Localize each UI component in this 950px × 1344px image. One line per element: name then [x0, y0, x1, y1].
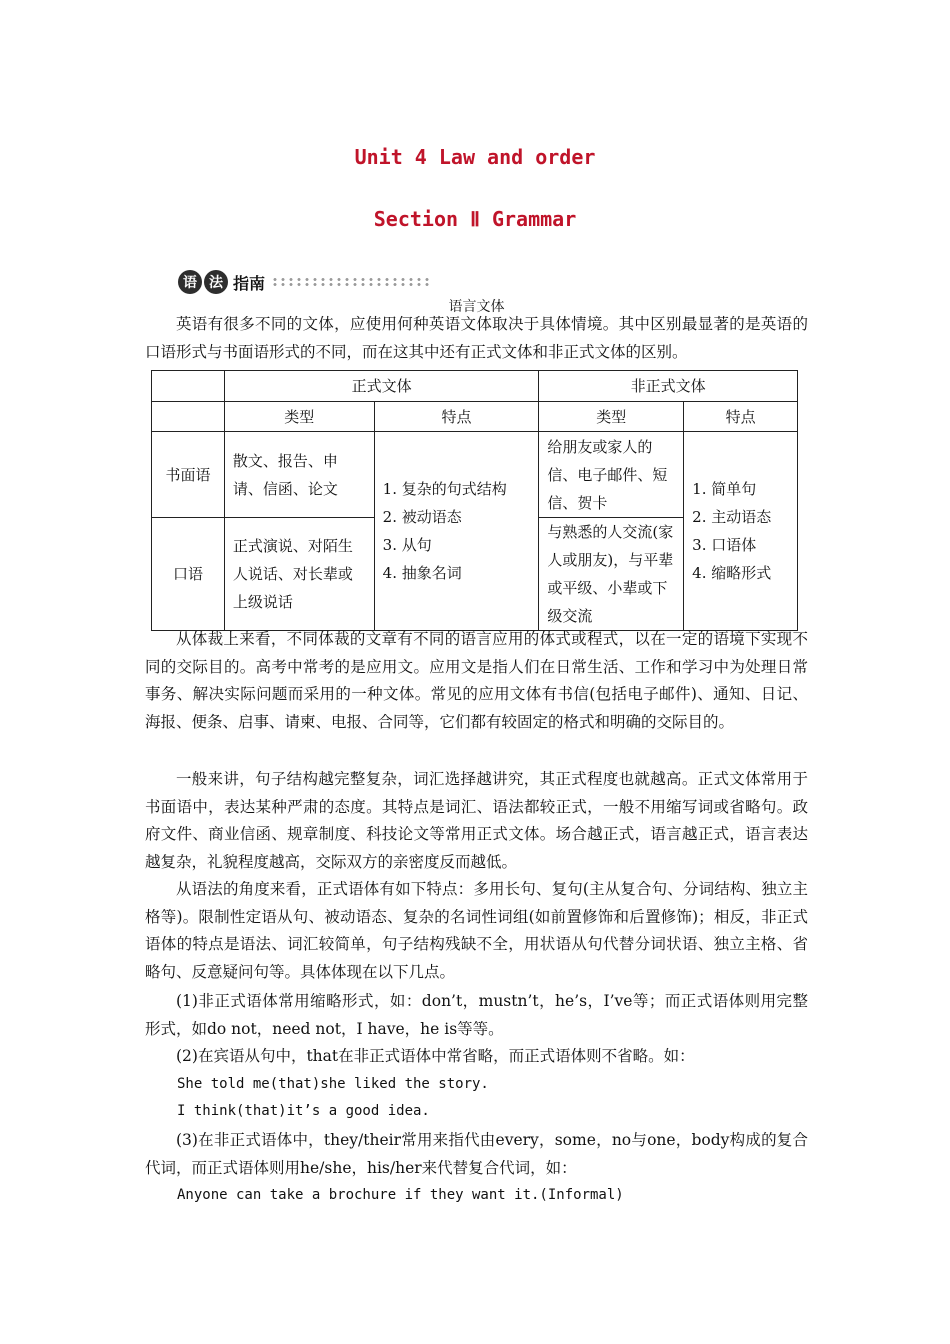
formal-written-types: 散文、报告、申请、信函、论文 — [224, 432, 374, 518]
badge-char-1: 语 — [178, 270, 202, 294]
informal-header: 非正式文体 — [539, 371, 798, 402]
formal-feature-item: 2. 被动语态 — [382, 508, 462, 526]
informal-type-header: 类型 — [539, 402, 684, 432]
register-comparison-table — [151, 370, 798, 631]
formal-feature-item: 1. 复杂的句式结构 — [382, 480, 507, 498]
formal-feature-item: 3. 从句 — [382, 536, 432, 554]
informal-written-types: 给朋友或家人的信、电子邮件、短信、贺卡 — [539, 432, 684, 518]
informal-feature-item: 4. 缩略形式 — [692, 564, 772, 582]
paragraph-genre: 从体裁上来看，不同体裁的文章有不同的语言应用的体式或程式，以在一定的语境下实现不同的交际目的。高考中常考的是应用文。应用文是指人们在日常生活、工作和学习中为处理日常事务、解决实际问题而采用的一种文体。常见的应用文体有书信(包括电子邮件)、通知、日记、海报、便条、启事、请柬、电报、合同等，它们都有较固定的格式和明确的交际目的。 — [145, 630, 808, 731]
row-label-written: 书面语 — [152, 432, 225, 518]
informal-spoken-types: 与熟悉的人交流(家人或朋友)，与平辈或平级、小辈或下级交流 — [539, 518, 684, 631]
paragraph-formality: 一般来讲，句子结构越完整复杂，词汇选择越讲究，其正式程度也就越高。正式文体常用于书面语中，表达某种严肃的态度。其特点是词汇、语法都较正式，一般不用缩写词或省略句。政府文件、商业信函、规章制度、科技论文等常用正式文体。场合越正式，语言越正式，语言表达越复杂，礼貌程度越高，交际双方的亲密度反而越低。 — [145, 770, 808, 871]
formal-features — [374, 432, 539, 631]
table-corner-cell — [152, 371, 225, 402]
informal-feature-item: 3. 口语体 — [692, 536, 757, 554]
informal-features — [684, 432, 798, 631]
paragraph-grammar-features: 从语法的角度来看，正式语体有如下特点：多用长句、复句(主从复合句、分词结构、独立主格等)。限制性定语从句、被动语态、复杂的名词性词组(如前置修饰和后置修饰)；相反，非正式语体的特点是语法、词汇较简单，句子结构残缺不全，用状语从句代替分词状语、独立主格、省略句、反意疑问句等。具体体现在以下几点。 — [145, 880, 808, 981]
point-2-that-omission: (2)在宾语从句中，that在非正式语体中常省略，而正式语体则不省略。如： — [176, 1047, 695, 1065]
example-sentence: I think(that)it’s a good idea. — [177, 1103, 430, 1119]
grammar-guide-badge — [178, 268, 431, 296]
formal-header: 正式文体 — [224, 371, 538, 402]
formal-spoken-types: 正式演说、对陌生人说话、对长辈或上级说话 — [224, 518, 374, 631]
example-sentence: Anyone can take a brochure if they want it.(Informal) — [177, 1187, 624, 1203]
formal-feature-item: 4. 抽象名词 — [382, 564, 462, 582]
informal-feature-item: 2. 主动语态 — [692, 508, 772, 526]
informal-feature-header: 特点 — [684, 402, 798, 432]
formal-type-header: 类型 — [224, 402, 374, 432]
dotted-divider — [271, 277, 431, 287]
intro-paragraph: 英语有很多不同的文体，应使用何种英语文体取决于具体情境。其中区别最显著的是英语的口语形式与书面语形式的不同，而在这其中还有正式文体和非正式文体的区别。 — [145, 315, 808, 361]
point-1-contractions: (1)非正式语体常用缩略形式，如：don’t，mustn’t，he’s，I’ve等；而正式语体则用完整形式，如do not，need not，I have，he is等等。 — [145, 992, 808, 1038]
informal-feature-item: 1. 简单句 — [692, 480, 757, 498]
section-title: Section Ⅱ Grammar — [373, 207, 577, 231]
example-sentence: She told me(that)she liked the story. — [177, 1076, 489, 1092]
section-heading: 语言文体 — [448, 299, 505, 315]
formal-feature-header: 特点 — [374, 402, 539, 432]
table-empty-cell — [152, 402, 225, 432]
badge-char-2: 法 — [204, 270, 228, 294]
badge-label: 指南 — [233, 273, 266, 293]
point-3-pronouns: (3)在非正式语体中，they/their常用来指代由every，some，no与one，body构成的复合代词，而正式语体则用he/she，his/her来代替复合代词，如： — [145, 1131, 808, 1177]
row-label-spoken: 口语 — [152, 518, 225, 631]
unit-title: Unit 4 Law and order — [354, 145, 596, 169]
